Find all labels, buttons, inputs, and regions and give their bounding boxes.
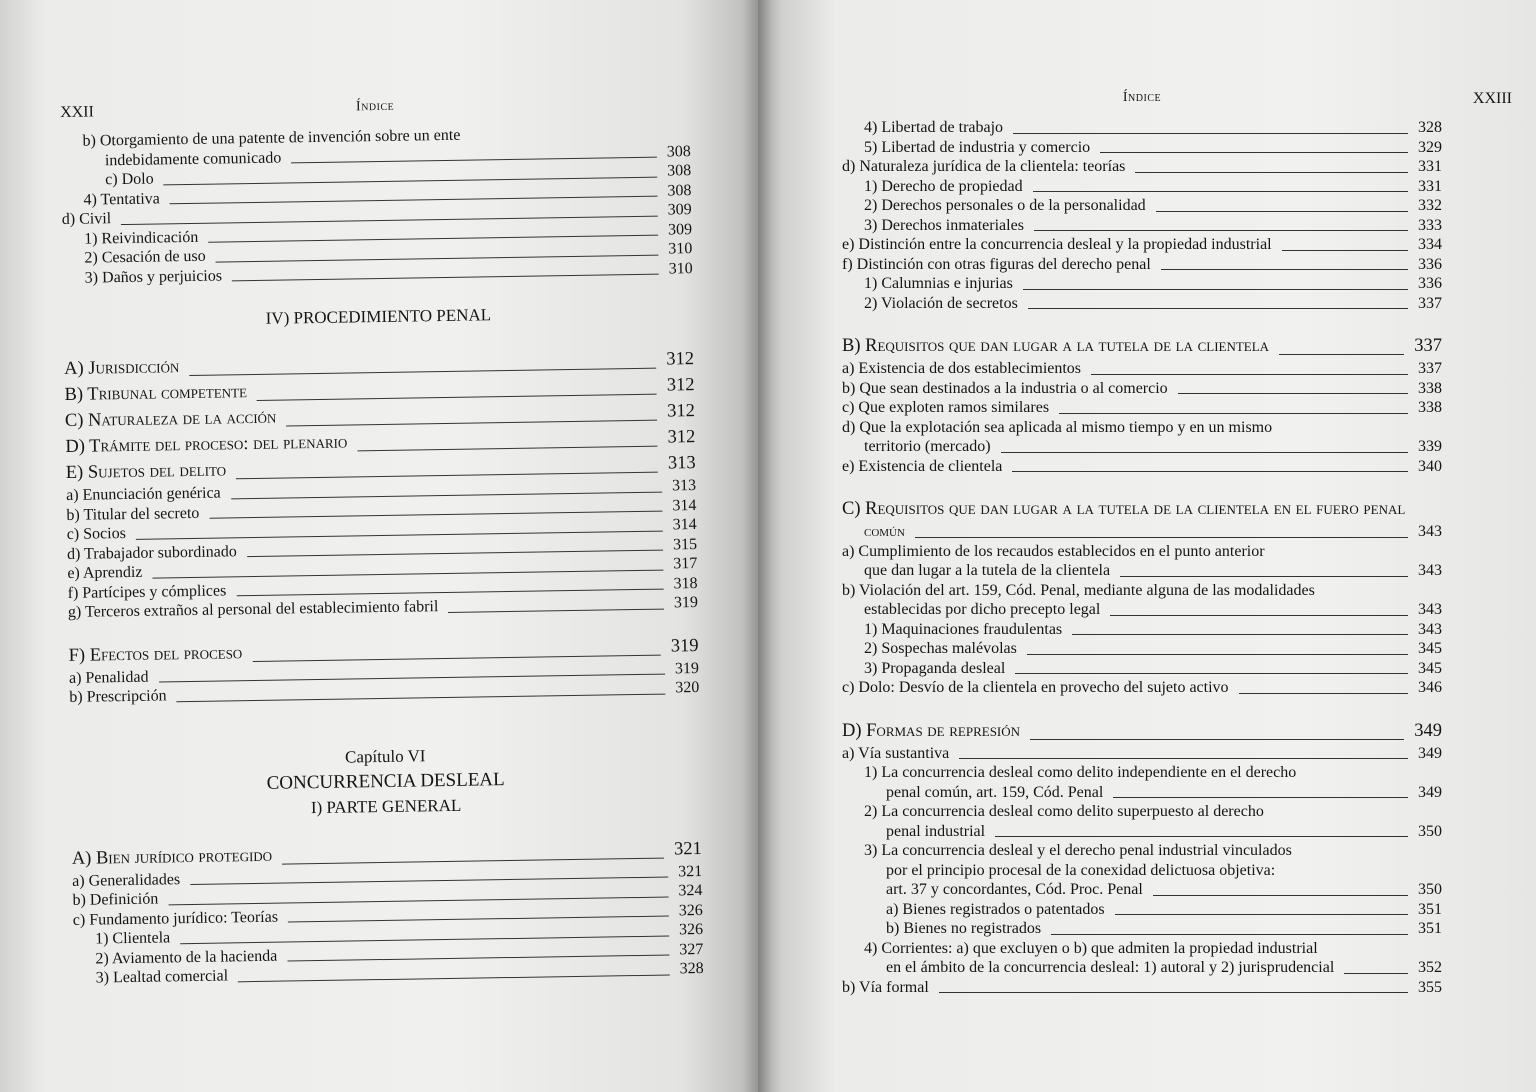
entry-page-number: 312 [667,427,696,448]
entry-page-number: 336 [1418,275,1442,292]
right-page-content [842,90,1512,997]
entry-page-number: 312 [666,401,696,422]
toc-entry [842,216,1442,236]
entry-title: 1) Derecho de propiedad [864,177,1023,195]
entry-title: b) Otorgamiento de una patente de invención sobre un ente [82,126,461,150]
leader-line [1072,634,1408,635]
toc-entry [842,274,1442,294]
entry-title: b) Definición [72,890,159,909]
entry-title: c) Socios [66,525,126,543]
table-of-contents [60,122,703,988]
leader-line [1279,354,1404,355]
toc-entry [842,418,1442,438]
toc-entry [842,398,1442,418]
toc-entry [842,294,1442,314]
entry-title: g) Terceros extraños al personal del establecimiento fabril [67,598,439,621]
entry-page-number: 355 [1418,978,1442,996]
leader-line [1012,471,1408,472]
entry-page-number: 314 [672,516,697,534]
entry-page-number: 349 [1418,744,1442,762]
leader-line [939,992,1408,993]
leader-line [1156,211,1408,212]
entry-title: d) Civil [61,210,112,228]
entry-page-number: 329 [1418,138,1442,156]
entry-page-number: 328 [679,959,704,978]
leader-line [1110,615,1408,616]
entry-page-number: 334 [1418,236,1442,253]
entry-title: A) Bien jurídico protegido [71,845,273,869]
leader-line [1033,191,1408,192]
entry-title: b) Vía formal [842,978,929,996]
toc-entry [842,359,1442,379]
entry-title: penal industrial [886,822,986,840]
entry-title: 1) Clientela [94,929,171,948]
entry-title: a) Penalidad [68,668,149,687]
entry-page-number: 308 [667,181,692,199]
entry-title: 1) Calumnias e injurias [864,275,1013,292]
leader-line [1013,133,1408,134]
entry-page-number: 313 [671,477,697,495]
entry-title: 1) Reivindicación [83,228,199,248]
entry-title: 3) Daños y perjuicios [84,266,223,287]
entry-page-number: 310 [668,240,693,258]
leader-line [1344,973,1408,974]
entry-page-number: 326 [678,901,703,919]
toc-entry [842,822,1442,842]
running-head: Índice [1122,90,1162,105]
entry-page-number: 352 [1418,959,1442,976]
toc-entry [842,522,1442,542]
toc-entry [842,600,1442,620]
leader-line [1178,393,1408,394]
toc-entry [842,157,1442,177]
entry-page-number: 312 [666,375,695,396]
entry-title: 2) Cesación de uso [84,247,206,267]
entry-title: c) Que exploten ramos similares [842,399,1050,416]
leader-line [1120,576,1408,577]
toc-entry [842,763,1442,783]
toc-entry [842,958,1442,978]
entry-page-number: 320 [675,679,700,697]
entry-title: 1) La concurrencia desleal como delito independiente en el derecho [864,764,1297,781]
entry-page-number: 337 [1414,336,1442,356]
entry-page-number: 337 [1418,294,1442,312]
entry-title: 2) Violación de secretos [864,294,1018,312]
entry-title: c) Fundamento jurídico: Teorías [72,908,279,929]
entry-page-number: 321 [677,862,703,880]
entry-page-number: 349 [1414,720,1442,741]
entry-page-number: 345 [1418,640,1442,657]
toc-entry [842,783,1442,803]
toc-entry [842,939,1442,959]
page-number: XXII [60,103,95,121]
entry-title: d) Que la explotación sea aplicada al mismo tiempo y en un mismo [842,418,1273,436]
entry-title: e) Existencia de clientela [842,457,1003,475]
entry-title: 2) Aviamento de la hacienda [95,947,278,968]
toc-entry [842,542,1442,562]
entry-title: penal común, art. 159, Cód. Penal [886,783,1104,801]
entry-title: que dan lugar a la tutela de la clientela [864,562,1111,579]
entry-title: f) Partícipes y cómplices [67,581,227,602]
toc-entry [842,581,1442,601]
entry-page-number: 319 [673,594,699,612]
entry-title: 3) Derechos inmateriales [864,216,1024,234]
toc-entry [842,255,1442,275]
toc-entry [842,177,1442,197]
leader-line [1059,413,1408,414]
entry-page-number: 343 [1418,620,1442,638]
entry-page-number: 336 [1418,255,1442,273]
leader-line [1027,654,1408,655]
leader-line [1100,152,1408,153]
entry-page-number: 333 [1418,216,1442,234]
entry-title: C) Requisitos que dan lugar a la tutela de la clientela en el fuero penal [842,499,1406,519]
entry-title: a) Enunciación genérica [66,484,221,504]
entry-page-number: 343 [1418,523,1442,540]
entry-page-number: 309 [667,201,692,219]
entry-title: E) Sujetos del delito [65,460,227,483]
left-page [0,0,758,1092]
entry-page-number: 328 [1418,119,1442,136]
entry-title: 4) Tentativa [83,189,160,209]
entry-page-number: 332 [1418,197,1442,214]
entry-title: 3) La concurrencia desleal y el derecho penal industrial vinculados [864,842,1292,859]
entry-page-number: 308 [666,142,691,160]
entry-title: F) Efectos del proceso [68,642,243,666]
leader-line [1091,374,1408,375]
entry-title: c) Dolo [105,170,154,189]
book-gutter [742,0,772,1092]
entry-title: 5) Libertad de industria y comercio [864,138,1091,156]
toc-entry [842,978,1442,998]
entry-title: C) Naturaleza de la acción [64,407,277,431]
entry-title: A) Jurisdicción [64,357,180,379]
leader-line [1030,739,1404,740]
section-heading: CONCURRENCIA DESLEAL [266,768,505,794]
entry-title: indebidamente comunicado [104,149,282,169]
entry-title: 2) Sospechas malévolas [864,640,1017,657]
leader-line [1135,172,1408,173]
entry-page-number: 308 [666,162,692,180]
entry-page-number: 318 [673,574,698,592]
entry-title: por el principio procesal de la conexidad delictuosa objetiva: [886,861,1276,879]
entry-page-number: 339 [1418,438,1442,455]
entry-title: f) Distinción con otras figuras del derecho penal [842,255,1151,273]
leader-line [915,537,1408,538]
entry-title: c) Dolo: Desvío de la clientela en provecho del sujeto activo [842,679,1229,696]
toc-entry [842,118,1442,138]
toc-entry [842,196,1442,216]
entry-title: 3) Propaganda desleal [864,659,1006,677]
entry-page-number: 346 [1418,679,1442,696]
entry-title: e) Aprendiz [67,563,143,582]
toc-entry [842,659,1442,679]
entry-page-number: 343 [1418,562,1442,579]
entry-page-number: 327 [679,940,704,958]
entry-title: 3) Lealtad comercial [95,967,229,987]
leader-line [1113,797,1408,798]
leader-line [1161,269,1408,270]
section-heading: IV) PROCEDIMIENTO PENAL [265,305,492,328]
left-page-content [60,94,704,988]
toc-entry [842,620,1442,640]
entry-title: a) Existencia de dos establecimientos [842,360,1082,377]
entry-page-number: 319 [670,635,699,656]
running-head: Índice [355,98,395,115]
leader-line [1153,895,1408,896]
toc-entry [842,802,1442,822]
entry-page-number: 350 [1418,881,1442,898]
toc-entry [842,841,1442,861]
leader-line [1051,934,1408,935]
entry-page-number: 338 [1418,379,1442,397]
toc-entry [842,678,1442,698]
entry-title: 2) Derechos personales o de la personalidad [864,197,1146,214]
toc-entry [842,880,1442,900]
entry-page-number: 351 [1418,920,1442,937]
entry-page-number: 338 [1418,399,1442,416]
spacer [842,698,1442,718]
entry-page-number: 331 [1418,177,1442,195]
entry-page-number: 343 [1418,601,1442,618]
entry-title: 4) Corrientes: a) que excluyen o b) que admiten la propiedad industrial [864,939,1318,957]
leader-line [1028,308,1408,309]
table-of-contents [842,118,1442,997]
entry-title: art. 37 y concordantes, Cód. Proc. Penal [886,881,1143,898]
leader-line [1282,250,1408,251]
entry-title: 1) Maquinaciones fraudulentas [864,620,1063,638]
leader-line [1034,230,1408,231]
spacer [842,476,1442,496]
entry-title: D) Formas de represión [842,720,1021,741]
toc-entry [842,561,1442,581]
entry-page-number: 313 [667,453,696,474]
toc-entry [842,379,1442,399]
toc-entry [842,138,1442,158]
entry-title: a) Generalidades [72,870,181,890]
toc-entry [842,437,1442,457]
toc-entry [842,235,1442,255]
toc-entry [842,718,1442,744]
entry-title: D) Trámite del proceso: del plenario [65,432,348,457]
entry-title: d) Naturaleza jurídica de la clientela: teorías [842,158,1126,175]
entry-page-number: 321 [673,838,702,859]
leader-line [448,608,664,612]
entry-title: 4) Libertad de trabajo [864,119,1004,136]
entry-title: d) Trabajador subordinado [66,542,237,563]
spacer [842,313,1442,333]
entry-title: b) Violación del art. 159, Cód. Penal, mediante alguna de las modalidades [842,581,1315,599]
entry-page-number: 337 [1418,360,1442,377]
entry-title: en el ámbito de la concurrencia desleal: 1) autoral y 2) jurisprudencial [886,959,1335,976]
leader-line [995,836,1408,837]
section-heading: Capítulo VI [344,745,426,767]
entry-page-number: 309 [667,220,693,238]
entry-title: b) Bienes no registrados [886,920,1042,937]
entry-page-number: 324 [678,882,703,900]
entry-page-number: 351 [1418,900,1442,918]
entry-title: B) Tribunal competente [64,382,248,405]
leader-line [959,758,1408,759]
entry-title: b) Que sean destinados a la industria o al comercio [842,379,1168,397]
toc-entry [842,639,1442,659]
entry-page-number: 340 [1418,457,1442,475]
toc-entry [842,333,1442,359]
entry-title: a) Cumplimiento de los recaudos establecidos en el punto anterior [842,542,1265,560]
entry-title: a) Vía sustantiva [842,744,950,762]
leader-line [238,974,670,982]
entry-title: B) Requisitos que dan lugar a la tutela de la clientela [842,336,1270,356]
entry-page-number: 315 [672,535,698,553]
entry-page-number: 314 [672,496,697,514]
entry-title: b) Prescripción [69,687,167,706]
entry-page-number: 319 [674,659,700,677]
toc-entry [842,900,1442,920]
entry-title: establecidas por dicho precepto legal [864,601,1101,618]
toc-entry [842,861,1442,881]
entry-page-number: 310 [668,259,693,277]
page-number: XXIII [1472,90,1512,107]
entry-page-number: 312 [666,349,695,370]
entry-page-number: 345 [1418,659,1442,677]
toc-entry [842,457,1442,477]
leader-line [1001,452,1408,453]
entry-page-number: 331 [1418,158,1442,175]
leader-line [1015,673,1408,674]
leader-line [1023,289,1408,290]
entry-page-number: 317 [673,555,698,573]
right-page [758,0,1536,1092]
leader-line [1115,914,1408,915]
entry-page-number: 350 [1418,822,1442,840]
entry-title: a) Bienes registrados o patentados [886,900,1105,918]
entry-page-number: 349 [1418,783,1442,801]
toc-entry [842,744,1442,764]
section-heading: I) PARTE GENERAL [310,795,462,817]
leader-line [1239,693,1408,694]
entry-title: territorio (mercado) [864,438,991,455]
right-running-header [842,90,1512,118]
entry-title: común [864,523,905,540]
toc-entry [842,919,1442,939]
entry-title: e) Distinción entre la concurrencia desleal y la propiedad industrial [842,236,1272,253]
entry-title: b) Titular del secreto [66,504,200,524]
entry-page-number: 326 [678,921,704,939]
entry-title: 2) La concurrencia desleal como delito superpuesto al derecho [864,803,1264,820]
toc-entry [842,496,1442,522]
